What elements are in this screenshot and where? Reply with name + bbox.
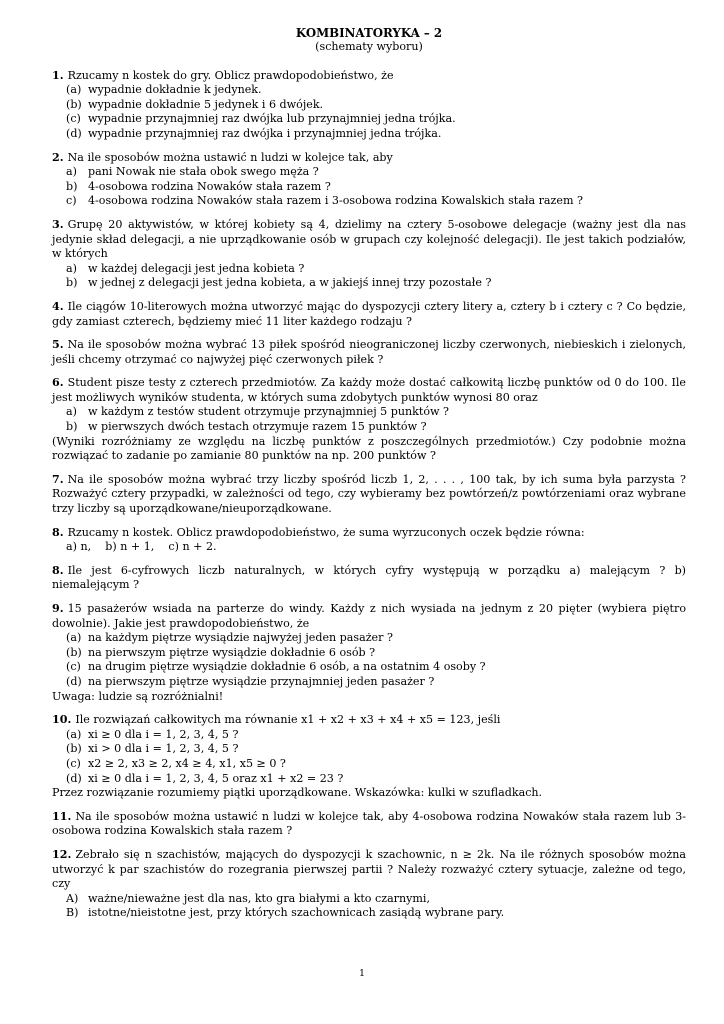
page-number: 1 xyxy=(358,968,366,979)
sub-item-label: (b) xyxy=(66,97,82,111)
problem-intro: Na ile sposobów można wybrać 13 piłek spośród nieograniczonej liczby czerwonych, niebieskich i zielonych, jeśli chcemy otrzymać co najwyżej pięć czerwonych piłek ? xyxy=(52,338,686,366)
sub-item-text: ważne/nieważne jest dla nas, kto gra białymi a kto czarnymi, xyxy=(88,891,430,905)
sub-item xyxy=(52,83,686,98)
sub-item xyxy=(52,276,686,291)
sub-item xyxy=(52,180,686,195)
sub-item-text: 4-osobowa rodzina Nowaków stała razem ? xyxy=(88,179,331,193)
sub-item xyxy=(52,194,686,209)
sub-item-text: wypadnie dokładnie 5 jedynek i 6 dwójek. xyxy=(88,97,324,111)
problem-12 xyxy=(52,810,686,839)
sub-item-label: (b) xyxy=(66,645,82,659)
problem-7 xyxy=(52,473,686,517)
problem-number: 5. xyxy=(52,338,64,352)
problem-1 xyxy=(52,69,686,142)
problem-intro: Rzucamy n kostek do gry. Oblicz prawdopodobieństwo, że xyxy=(67,68,394,82)
sub-item xyxy=(52,646,686,661)
sub-item-label: (c) xyxy=(66,660,81,674)
problem-number: 12. xyxy=(52,847,72,861)
problem-text xyxy=(52,602,686,631)
problem-note: Przez rozwiązanie rozumiemy piątki uporządkowane. Wskazówka: kulki w szufladkach. xyxy=(52,786,543,800)
problem-text xyxy=(52,69,686,84)
sub-item xyxy=(52,892,686,907)
problem-list xyxy=(52,69,686,921)
sub-item xyxy=(52,262,686,277)
sub-item-text: xi ≥ 0 dla i = 1, 2, 3, 4, 5 oraz x1 + x2 = 23 ? xyxy=(88,771,344,785)
sub-item-text: x2 ≥ 2, x3 ≥ 2, x4 ≥ 4, x1, x5 ≥ 0 ? xyxy=(88,756,286,770)
problem-text xyxy=(52,564,686,593)
sub-item-label: (c) xyxy=(66,756,81,770)
page-subtitle: (schematy wyboru) xyxy=(315,40,423,53)
problem-2 xyxy=(52,151,686,209)
problem-10 xyxy=(52,602,686,704)
sub-item xyxy=(52,675,686,690)
sub-item-label: B) xyxy=(66,906,79,920)
sub-item xyxy=(52,906,686,921)
sub-item-text: na pierwszym piętrze wysiądzie dokładnie 6 osób ? xyxy=(88,645,376,659)
problem-text xyxy=(52,473,686,517)
problem-intro: Ile ciągów 10-literowych można utworzyć mając do dyspozycji cztery litery a, cztery b i cztery c ? Co będzie, gdy zamiast czterech, będziemy mieć 11 liter każdego rodzaju ? xyxy=(52,299,686,328)
sub-item-label: (a) xyxy=(66,631,82,645)
problem-intro: Na ile sposobów można wybrać trzy liczby spośród liczb 1, 2, . . . , 100 tak, by ich suma była parzysta ? Rozważyć cztery przypadki, w zależności od tego, czy wybieramy bez powtórzeń/z powtórzeniami oraz wybrane trzy liczby są uporządkowane/nieuporządkowane. xyxy=(52,472,686,516)
sub-item-text: xi ≥ 0 dla i = 1, 2, 3, 4, 5 ? xyxy=(88,727,239,741)
sub-item xyxy=(52,127,686,142)
sub-item-text: w jednej z delegacji jest jedna kobieta, a w jakiejś innej trzy pozostałe ? xyxy=(88,276,492,290)
problem-intro: Student pisze testy z czterech przedmiotów. Za każdy może dostać całkowitą liczbę punktów od 0 do 100. Ile jest możliwych wyników studenta, w których suma zdobytych punktów wynosi 80 oraz xyxy=(52,376,686,404)
sub-item-label: (b) xyxy=(66,742,82,756)
problem-intro: Na ile sposobów można ustawić n ludzi w kolejce tak, aby xyxy=(67,150,393,164)
sub-item xyxy=(52,98,686,113)
sub-item-label: (c) xyxy=(66,112,81,126)
problem-number: 1. xyxy=(52,68,64,82)
problem-number: 10. xyxy=(52,713,72,727)
problem-text xyxy=(52,338,686,367)
problem-6 xyxy=(52,376,686,464)
problem-number: 9. xyxy=(52,602,64,615)
problem-text xyxy=(52,713,686,728)
sub-item-label: (d) xyxy=(66,771,82,785)
sub-item-label: (d) xyxy=(66,674,82,688)
problem-intro: Zebrało się n szachistów, mających do dyspozycji k szachownic, n ≥ 2k. Na ile różnych sposobów można utworzyć k par szachistów do rozegrania pierwszej partii ? Należy rozważyć cztery sytuacje, zależne od tego, czy xyxy=(52,847,686,891)
sub-item-text: 4-osobowa rodzina Nowaków stała razem i 3-osobowa rodzina Kowalskich stała razem ? xyxy=(88,194,583,208)
problem-number: 6. xyxy=(52,376,64,390)
sub-item-text: wypadnie dokładnie k jedynek. xyxy=(88,83,262,97)
problem-8 xyxy=(52,526,686,555)
problem-intro: Na ile sposobów można ustawić n ludzi w kolejce tak, aby 4-osobowa rodzina Nowaków stała razem lub 3-osobowa rodzina Kowalskich stała razem ? xyxy=(52,809,686,838)
problem-text xyxy=(52,151,686,166)
problem-number: 2. xyxy=(52,150,64,164)
sub-item-text: wypadnie przynajmniej raz dwójka lub przynajmniej jedna trójka. xyxy=(88,112,456,126)
problem-number: 11. xyxy=(52,809,72,823)
problem-text xyxy=(52,526,686,541)
sub-item xyxy=(52,405,686,420)
sub-item-text: na drugim piętrze wysiądzie dokładnie 6 osób, a na ostatnim 4 osoby ? xyxy=(88,660,486,674)
problem-number: 8. xyxy=(52,525,64,539)
sub-item xyxy=(52,660,686,675)
sub-item-text: istotne/nieistotne jest, przy których szachownicach zasiądą wybrane pary. xyxy=(88,906,505,920)
sub-item-label: b) xyxy=(66,276,78,290)
problem-intro: Ile jest 6-cyfrowych liczb naturalnych, w których cyfry występują w porządku a) malejącym ? b) niemalejącym ? xyxy=(52,563,686,592)
sub-item-text: wypadnie przynajmniej raz dwójka i przynajmniej jedna trójka. xyxy=(88,126,442,140)
inline-options: a) n, b) n + 1, c) n + 2. xyxy=(66,540,217,554)
problem-3 xyxy=(52,218,686,291)
sub-item xyxy=(52,742,686,757)
sub-item-text: w pierwszych dwóch testach otrzymuje razem 15 punktów ? xyxy=(88,420,427,434)
problem-text xyxy=(52,810,686,839)
sub-item-text: xi > 0 dla i = 1, 2, 3, 4, 5 ? xyxy=(88,742,239,756)
sub-item-label: a) xyxy=(66,165,77,179)
problem-number: 3. xyxy=(52,217,64,231)
problem-text xyxy=(52,218,686,262)
sub-item-text: na każdym piętrze wysiądzie najwyżej jeden pasażer ? xyxy=(88,631,393,645)
sub-item xyxy=(52,165,686,180)
problem-9 xyxy=(52,564,686,593)
sub-item-label: (d) xyxy=(66,126,82,140)
sub-item-text: pani Nowak nie stała obok swego męża ? xyxy=(88,165,319,179)
problem-text xyxy=(52,848,686,892)
sub-item-label: c) xyxy=(66,194,77,208)
sub-item-text: na pierwszym piętrze wysiądzie przynajmniej jeden pasażer ? xyxy=(88,674,435,688)
sub-item xyxy=(52,728,686,743)
page-title: KOMBINATORYKA – 2 xyxy=(295,26,443,40)
problem-intro: Grupę 20 aktywistów, w której kobiety są 4, dzielimy na cztery 5-osobowe delegacje (ważny jest dla nas jedynie skład delegacji, a nie uprządkowanie osób w grupach czy kolejność delegacji). Ile jest takich podziałów, w których xyxy=(52,217,686,261)
sub-item xyxy=(52,772,686,787)
problem-11 xyxy=(52,713,686,801)
sub-item xyxy=(52,631,686,646)
problem-intro: Ile rozwiązań całkowitych ma równanie x1 + x2 + x3 + x4 + x5 = 123, jeśli xyxy=(75,713,501,727)
sub-item-label: A) xyxy=(66,891,79,905)
sub-item xyxy=(52,112,686,127)
sub-item-label: a) xyxy=(66,405,77,419)
sub-item-label: (a) xyxy=(66,727,82,741)
problem-4 xyxy=(52,300,686,329)
problem-5 xyxy=(52,338,686,367)
sub-item-text: w każdym z testów student otrzymuje przynajmniej 5 punktów ? xyxy=(88,405,449,419)
sub-item-label: (a) xyxy=(66,83,82,97)
problem-13 xyxy=(52,848,686,921)
sub-item-label: b) xyxy=(66,179,78,193)
problem-text xyxy=(52,376,686,405)
problem-number: 4. xyxy=(52,299,64,313)
sub-item-label: a) xyxy=(66,261,77,275)
sub-item xyxy=(52,757,686,772)
problem-intro: 15 pasażerów wsiada na parterze do windy. Każdy z nich wysiada na jednym z 20 pięter (wybiera piętro dowolnie). Jakie jest prawdopodobieństwo, że xyxy=(52,602,686,630)
sub-item xyxy=(52,420,686,435)
problem-number: 8. xyxy=(52,563,64,577)
sub-item-text: w każdej delegacji jest jedna kobieta ? xyxy=(88,261,305,275)
sub-item-label: b) xyxy=(66,420,78,434)
problem-note: (Wyniki rozróżniamy ze względu na liczbę punktów z poszczególnych przedmiotów.) Czy podobnie można rozwiązać to zadanie po zamianie 80 punktów na np. 200 punktów ? xyxy=(52,434,686,463)
problem-number: 7. xyxy=(52,472,64,486)
problem-text xyxy=(52,300,686,329)
problem-note: Uwaga: ludzie są rozróżnialni! xyxy=(52,689,224,703)
problem-intro: Rzucamy n kostek. Oblicz prawdopodobieństwo, że suma wyrzuconych oczek będzie równa: xyxy=(67,525,585,539)
